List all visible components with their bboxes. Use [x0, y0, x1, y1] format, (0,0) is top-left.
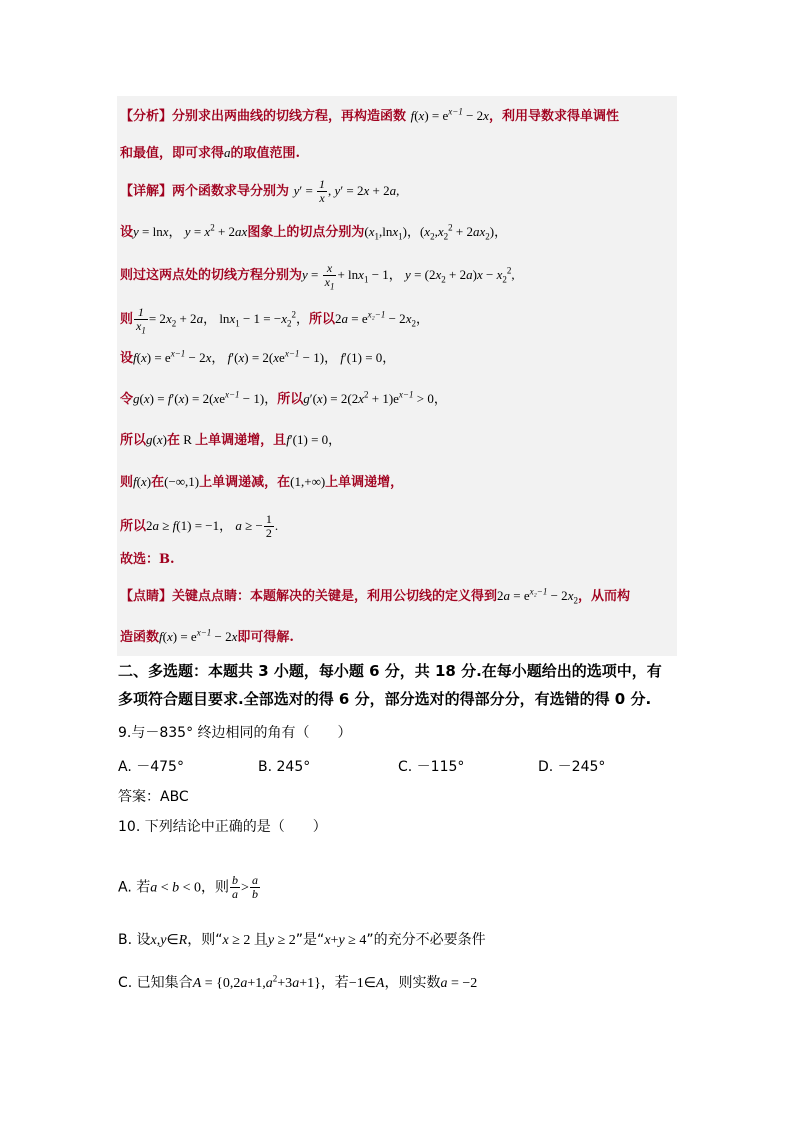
fenxi-text: 分别求出两曲线的切线方程，再构造函数	[172, 109, 407, 124]
dianjing-line-1: 【点睛】关键点点睛：本题解决的关键是，利用公切线的定义得到$2a = e^{x_2-1} - 2x_2$，从而构	[120, 586, 630, 606]
xiangjie-line-9: 所以2a ≥ f(1) = −1， a ≥ − $\frac{1}{2}$ .	[120, 512, 279, 540]
q9-stem: 9.与－835° 终边相同的角有（ ）	[118, 725, 352, 741]
xiangjie-line-7: 所以g(x)在 R 上单调递增，且f′(1) = 0，	[120, 432, 342, 448]
section-line-1: 二、多选题：本题共 3 小题，每小题 6 分，共 18 分.在每小题给出的选项中，有	[118, 662, 662, 680]
q9-option-d: D. －245°	[538, 759, 606, 775]
fenxi-tag: 【分析】	[120, 109, 173, 124]
xiangjie-line-6: 令$g(x) = f'(x) = 2(xe^{x-1} - 1)$，所以$g'(x) = 2(2x^2 + 1)e^{x-1} > 0$，	[120, 389, 447, 407]
xiangjie-line-8: 则f(x)在(−∞,1)上单调递减，在(1,+∞)上单调递增，	[120, 474, 404, 490]
q9-option-c: C. －115°	[398, 759, 465, 775]
xiangjie-line-5: 设$f(x) = e^{x-1} - 2x$， $f'(x) = 2(xe^{x-1} - 1)$， f′(1) = 0，	[120, 348, 396, 366]
q9-option-b: B. 245°	[258, 759, 311, 775]
section-line-2: 多项符合题目要求.全部选对的得 6 分，部分选对的得部分分，有选错的得 0 分.	[118, 690, 652, 708]
q9-answer: 答案：ABC	[118, 789, 189, 805]
fenxi-line-1: 【分析】分别求出两曲线的切线方程，再构造函数 $f(x) = e^{x-1} - 2x$，利用导数求得单调性	[120, 106, 619, 124]
q10-option-a: A. 若a < b < 0，则 $\frac{b}{a}$ > $\frac{a}{b}$	[118, 873, 258, 901]
q10-stem: 10. 下列结论中正确的是（ ）	[118, 819, 327, 835]
xiangjie-line-2: 设y = lnx， $y = x^2 + 2ax$图象上的切点分别为$(x_1,\ln x_1)$，$(x_2,x_2^2 + 2ax_2)$，	[120, 222, 508, 242]
fenxi-line-2: 和最值，即可求得a的取值范围.	[120, 145, 301, 161]
xiangjie-line-3: 则过这两点处的切线方程分别为y = $\frac{x}{x_1}$ + lnx$_1$ − 1， $y = (2x_2 + 2a)x - x_2^2$,	[120, 261, 515, 292]
q9-options	[118, 756, 678, 778]
dianjing-tag: 【点睛】	[120, 589, 173, 604]
xiangjie-tag: 【详解】	[120, 184, 173, 199]
xiangjie-line-1: 【详解】两个函数求导分别为 y′ = $\frac{1}{x}$ , y′ = 2x + 2a,	[120, 177, 400, 205]
answer-line: 故选：B.	[120, 552, 175, 567]
dianjing-line-2: 造函数$f(x) = e^{x-1} - 2x$即可得解.	[120, 627, 294, 645]
q10-option-c: C. 已知集合$A = \{0,2a+1,a^2+3a+1\}$，若−1∈A，则实数a = −2	[118, 973, 478, 991]
xiangjie-line-4: 则 $\frac{1}{x_1}$ = $2x_2 + 2a$， $\ln x_1 - 1 = -x_2^2$，所以$2a = e^{x_2-1} - 2x_2$，	[120, 305, 429, 336]
q10-option-b: B. 设x,y∈R，则“x ≥ 2 且y ≥ 2”是“x+y ≥ 4”的充分不必要条件	[118, 932, 486, 948]
section-multi-choice	[118, 657, 688, 713]
q9-option-a: A. －475°	[118, 759, 184, 775]
